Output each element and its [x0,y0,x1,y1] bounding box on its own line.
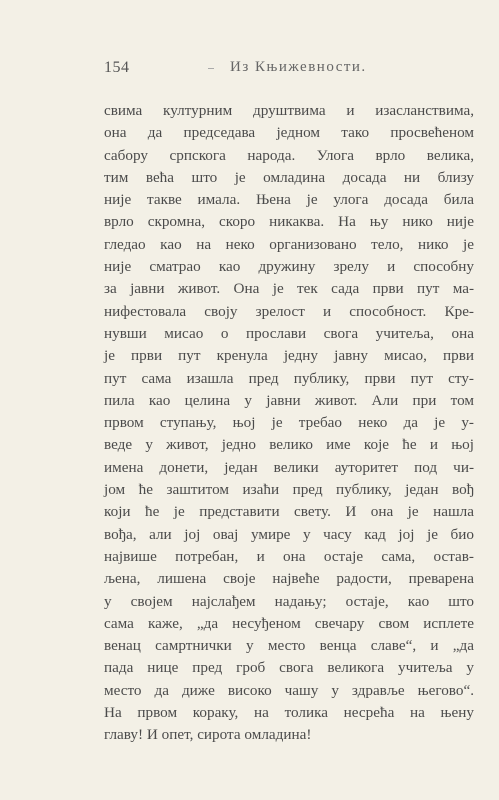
text-line: није сматрао као дружину зрелу и способну [104,258,474,276]
text-line: сама каже, „да несуђеном свечару свом исплете [104,614,474,632]
text-line: који ће је представити свету. И она је нашла [104,503,474,521]
text-line: веде у живот, једно велико име које ће и њој [104,436,474,454]
text-line: врло скромна, скоро никаква. На њу нико није [104,213,474,231]
text-line: највише потребан, и она остаје сама, остав- [104,547,474,565]
running-title: Из Књижевности. [230,59,367,75]
text-line: тим већа што је омладина досада ни близу [104,168,474,186]
text-line: венац самртнички у место венца славе“, и „да [104,637,474,655]
text-line: место да диже високо чашу у здравље његово“. [104,681,474,699]
text-line: свима културним друштвима и изасланствима, [104,102,474,119]
text-line: првом ступању, њој је требао неко да је у- [104,414,474,432]
text-line: љена, лишена своје највеће радости, преварена [104,570,474,588]
text-line: није такве имала. Њена је улога досада била [104,191,474,209]
text-line: нифестовала своју зрелост и способност. Кре- [104,302,474,320]
header-separator [208,68,214,69]
text-line: вођа, али јој овај умире у часу кад јој је био [104,525,474,543]
text-line: она да председава једном тако просвећеном [104,124,474,142]
text-line-last: главу! И опет, сирота омладина! [104,726,312,744]
text-line: пада нице пред гроб свога великога учитеља у [104,659,474,677]
text-line: за јавни живот. Она је тек сада први пут ма- [104,280,474,298]
text-line: имена донети, један велики ауторитет под чи- [104,458,474,476]
body-text [104,100,474,747]
text-line: пила као целина у јавни живот. Али при том [104,391,474,409]
text-line: јом ће заштитом изаћи пред публику, један вођ [104,481,474,499]
text-line: је први пут кренула једну јавну мисао, први [104,347,474,365]
text-line: На првом кораку, на толика несрећа на њену [104,704,474,722]
text-line: сабору српскога народа. Улога врло велика, [104,146,474,164]
text-line: гледао као на неко организовано тело, нико је [104,235,474,253]
text-line: нувши мисао о прослави свога учитеља, она [104,324,474,342]
text-line: пут сама изашла пред публику, први пут сту- [104,369,474,387]
text-line: у својем најслађем надању; остаје, као што [104,592,474,610]
page-number: 154 [104,59,130,76]
